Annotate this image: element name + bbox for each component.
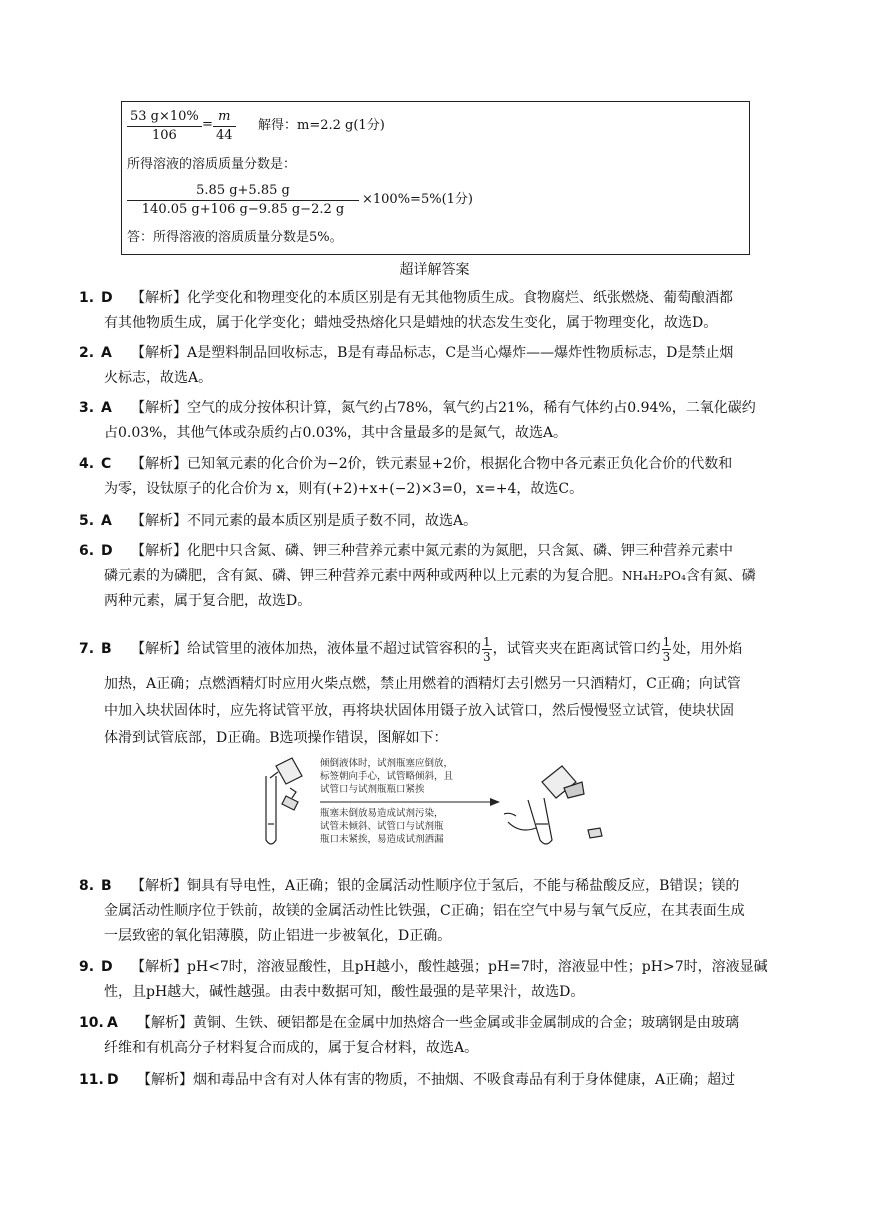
- question-2: [79, 341, 795, 391]
- question-number: 9.: [79, 959, 95, 975]
- analysis-line: 【解析】黄铜、生铁、硬铝都是在金属中加热熔合一些金属或非金属制成的合金；玻璃钢是由玻璃: [137, 1015, 739, 1031]
- pouring-liquid-figure: [258, 754, 618, 850]
- analysis-line: 【解析】烟和毒品中含有对人体有害的物质，不抽烟、不吸食毒品有利于身体健康，A正确；超过: [137, 1072, 736, 1088]
- analysis-line: 金属活动性顺序位于铁前，故镁的金属活动性比铁强，C正确；铝在空气中易与氧气反应，在其表面生成: [104, 903, 745, 919]
- question-10: [79, 1011, 795, 1061]
- analysis-line: 【解析】不同元素的最本质区别是质子数不同，故选A。: [131, 513, 478, 529]
- fraction-denominator: 140.05 g+106 g−9.85 g−2.2 g: [141, 202, 345, 217]
- analysis-line: 磷元素的为磷肥，含有氮、磷、钾三种营养元素中两种或两种以上元素的为复合肥。: [104, 568, 622, 584]
- answer-letter: D: [101, 543, 113, 559]
- analysis-line: 处，用外焰: [672, 641, 743, 657]
- analysis-line: 【解析】铜具有导电性，A正确；银的金属活动性顺序位于氢后，不能与稀盐酸反应，B错误；镁的: [131, 878, 740, 894]
- question-number: 5.: [79, 513, 95, 529]
- analysis-line: 【解析】已知氧元素的化合价为−2价，铁元素显+2价，根据化合物中各元素正负化合价的代数和: [131, 456, 733, 472]
- analysis-line: 【解析】pH<7时，溶液显酸性，且pH越小，酸性越强；pH=7时，溶液显中性；pH>7时，溶液显碱: [131, 959, 768, 975]
- fraction-one-third: [662, 635, 672, 664]
- question-4: [79, 452, 795, 502]
- fraction-denominator: 44: [216, 128, 233, 143]
- answer-letter: B: [101, 878, 112, 894]
- fraction-denominator: 3: [662, 649, 671, 664]
- analysis-line: 有其他物质生成，属于化学变化；蜡烛受热熔化只是蜡烛的状态发生变化，属于物理变化，故选D。: [104, 315, 718, 331]
- analysis-line: 【解析】给试管里的液体加热，液体量不超过试管容积的: [131, 641, 481, 657]
- analysis-line: 加热，A正确；点燃酒精灯时应用火柴点燃，禁止用燃着的酒精灯去引燃另一只酒精灯，C正确；向试管: [104, 676, 741, 692]
- figure-note-top-1: 倾倒液体时，试剂瓶塞应倒放，: [320, 758, 454, 769]
- question-11: [79, 1068, 795, 1093]
- calculation-box: [121, 101, 750, 255]
- answer-letter: A: [101, 400, 112, 416]
- question-number: 6.: [79, 543, 95, 559]
- question-1: [79, 286, 795, 336]
- question-7: [79, 633, 795, 752]
- mass-fraction-label: 所得溶液的溶质质量分数是：: [127, 157, 297, 172]
- equals-sign: =: [202, 117, 213, 132]
- figure-note-bottom-2: 试管未倾斜、试管口与试剂瓶: [320, 821, 444, 832]
- answer-letter: D: [101, 290, 113, 306]
- chemical-formula: NH₄H₂PO₄: [622, 569, 686, 583]
- analysis-line: 中加入块状固体时，应先将试管平放，再将块状固体用镊子放入试管口，然后慢慢竖立试管，使块状固: [104, 703, 734, 719]
- analysis-line: 含有氮、磷: [685, 568, 756, 584]
- fraction-m: [213, 108, 236, 145]
- fraction-numerator: m: [213, 108, 236, 127]
- analysis-line: 【解析】空气的成分按体积计算，氮气约占78%，氧气约占21%，稀有气体约占0.94%，二氧化碳约: [131, 400, 756, 416]
- question-number: 1.: [79, 290, 95, 306]
- analysis-line: 为零，设钛原子的化合价为 x，则有(+2)+x+(−2)×3=0，x=+4，故选C。: [104, 481, 584, 497]
- fraction-numerator: 53 g×10%: [127, 108, 202, 127]
- answer-letter: D: [107, 1072, 119, 1088]
- percent-result: ×100%=5%(1分): [362, 192, 473, 207]
- figure-note-top-2: 标签朝向手心，试管略倾斜，且: [320, 771, 454, 782]
- fraction-mass-percent: [127, 182, 359, 219]
- answer-letter: D: [101, 959, 113, 975]
- question-3: [79, 396, 795, 446]
- question-number: 7.: [79, 641, 95, 657]
- pouring-illustration: [258, 754, 618, 850]
- analysis-line: 【解析】化肥中只含氮、磷、钾三种营养元素中氮元素的为氮肥，只含氮、磷、钾三种营养元素中: [131, 543, 733, 559]
- answer-text: 答：所得溶液的溶质质量分数是5%。: [127, 230, 343, 245]
- analysis-line: ，试管夹夹在距离试管口约: [492, 641, 661, 657]
- question-number: 11.: [79, 1072, 104, 1088]
- figure-note-top-3: 试管口与试剂瓶瓶口紧挨: [320, 784, 425, 795]
- answer-letter: B: [101, 641, 112, 657]
- figure-note-bottom-1: 瓶塞未倒放易造成试剂污染，: [320, 808, 444, 819]
- fraction-sodium-carbonate: [127, 108, 202, 145]
- question-number: 8.: [79, 878, 95, 894]
- answer-letter: C: [101, 456, 112, 472]
- question-9: [79, 955, 795, 1005]
- analysis-line: 【解析】A是塑料制品回收标志，B是有毒品标志，C是当心爆炸——爆炸性物质标志，D是禁止烟: [131, 345, 734, 361]
- answer-letter: A: [107, 1015, 118, 1031]
- fraction-one-third: [482, 635, 492, 664]
- question-8: [79, 874, 795, 949]
- fraction-numerator: 1: [483, 634, 491, 649]
- fraction-denominator: 3: [483, 649, 491, 664]
- analysis-line: 一层致密的氧化铝薄膜，防止铝进一步被氧化，D正确。: [104, 928, 452, 944]
- analysis-line: 占0.03%，其他气体或杂质约占0.03%，其中含量最多的是氮气，故选A。: [104, 425, 568, 441]
- fraction-numerator: 5.85 g+5.85 g: [127, 182, 359, 201]
- answer-letter: A: [101, 345, 112, 361]
- figure-note-bottom-3: 瓶口未紧挨，易造成试剂洒漏: [320, 834, 444, 845]
- analysis-line: 性，且pH越大，碱性越强。由表中数据可知，酸性最强的是苹果汁，故选D。: [104, 984, 585, 1000]
- question-5: [79, 509, 795, 534]
- analysis-line: 纤维和有机高分子材料复合而成的，属于复合材料，故选A。: [104, 1040, 479, 1056]
- analysis-line: 体滑到试管底部，D正确。B选项操作错误，图解如下：: [104, 730, 448, 746]
- fraction-numerator: 1: [662, 634, 671, 649]
- question-number: 10.: [79, 1015, 104, 1031]
- analysis-line: 【解析】化学变化和物理变化的本质区别是有无其他物质生成。食物腐烂、纸张燃烧、葡萄酿酒都: [131, 290, 733, 306]
- solve-text: 解得：m=2.2 g(1分): [258, 118, 385, 133]
- question-number: 3.: [79, 400, 95, 416]
- question-6: [79, 539, 795, 614]
- analysis-line: 火标志，故选A。: [104, 370, 213, 386]
- answer-letter: A: [101, 513, 112, 529]
- question-number: 2.: [79, 345, 95, 361]
- fraction-denominator: 106: [151, 128, 177, 143]
- analysis-line: 两种元素，属于复合肥，故选D。: [104, 593, 312, 609]
- section-title: 超详解答案: [399, 262, 470, 278]
- question-number: 4.: [79, 456, 95, 472]
